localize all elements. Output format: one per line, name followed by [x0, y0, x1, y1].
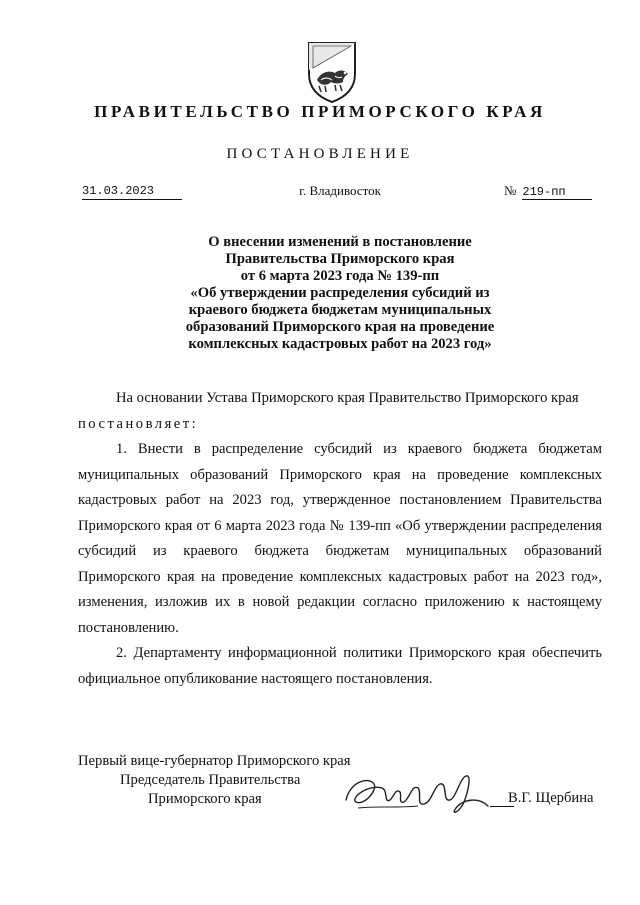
handwritten-signature [338, 762, 508, 822]
number-value: 219-пп [522, 185, 592, 200]
position-line-2: Председатель Правительства [120, 772, 301, 788]
intro-paragraph: На основании Устава Приморского края Правительство Приморского края [116, 390, 579, 406]
subject-line: комплексных кадастровых работ на 2023 год» [188, 336, 492, 352]
organization-title: ПРАВИТЕЛЬСТВО ПРИМОРСКОГО КРАЯ [94, 102, 546, 121]
subject-line: «Об утверждении распределения субсидий из [190, 285, 490, 301]
document-subject [140, 234, 540, 353]
position-line-1: Первый вице-губернатор Приморского края [78, 753, 351, 769]
document-date: 31.03.2023 [82, 184, 182, 200]
subject-line: образований Приморского края на проведение [185, 319, 495, 335]
subject-line: от 6 марта 2023 года № 139-пп [240, 268, 440, 284]
document-number [504, 183, 592, 200]
item-2-paragraph: 2. Департаменту информационной политики Приморского края обеспечить официальное опубликование настоящего постановления. [78, 645, 602, 687]
resolves-word: постановляет: [78, 415, 199, 432]
subject-line: краевого бюджета бюджетам муниципальных [188, 302, 492, 318]
signatory-name: В.Г. Щербина [508, 790, 594, 806]
signatory-position [78, 752, 351, 809]
document-type: ПОСТАНОВЛЕНИЕ [226, 146, 414, 162]
item-1-paragraph: 1. Внести в распределение субсидий из краевого бюджета бюджетам муниципальных образований Приморского края на проведение комплексных кадастровых работ на 2023 год, утвержденное постановлением Правительства Приморского края от 6 марта 2023 года № 139-пп «Об утверждении распределения субсидий из краевого бюджета бюджетам муниципальных образований Приморского края на проведение комплексных кадастровых работ на 2023 год», изменения, изложив их в новой редакции согласно приложению к настоящему постановлению. [78, 441, 602, 636]
number-label: № [504, 183, 517, 198]
subject-line: О внесении изменений в постановление [208, 234, 472, 250]
document-city: г. Владивосток [299, 183, 381, 198]
position-line-3: Приморского края [148, 791, 262, 807]
primorsky-krai-coat-of-arms-icon [305, 40, 359, 104]
document-body [78, 386, 602, 692]
subject-line: Правительства Приморского края [225, 251, 455, 267]
